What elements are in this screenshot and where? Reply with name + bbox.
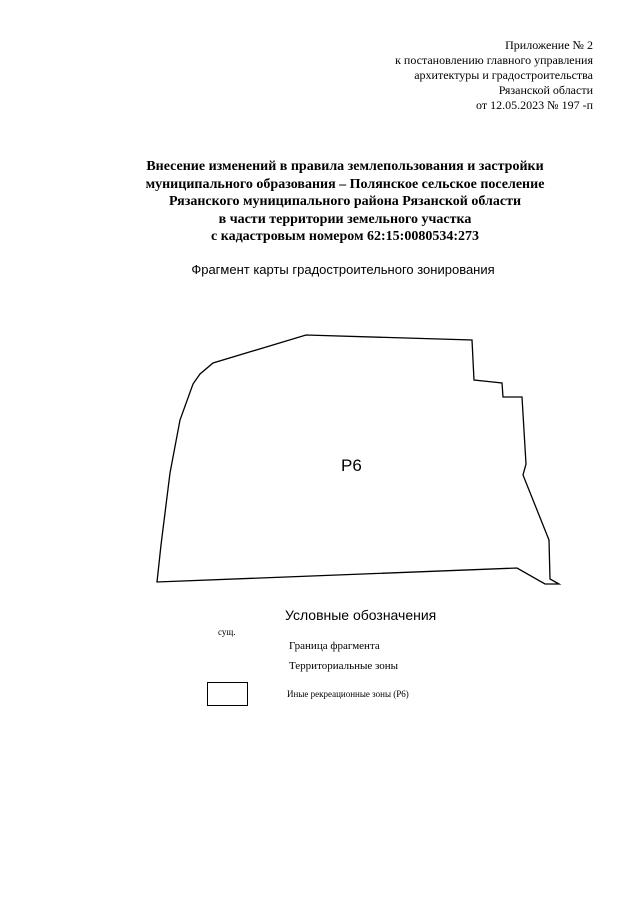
legend-item-territorial-zones: Территориальные зоны bbox=[289, 660, 399, 672]
legend-item-fragment-boundary: Граница фрагмента bbox=[289, 640, 380, 652]
appendix-line: от 12.05.2023 № 197 -п bbox=[476, 98, 593, 112]
title-line: муниципального образования – Полянское сельское поселение bbox=[145, 176, 545, 192]
title-line: в части территории земельного участка bbox=[218, 211, 472, 227]
legend-note: сущ. bbox=[218, 627, 236, 637]
legend-swatch-recreation-zone bbox=[207, 682, 248, 706]
zone-label: Р6 bbox=[341, 456, 362, 475]
appendix-line: Приложение № 2 bbox=[505, 38, 593, 52]
appendix-line: архитектуры и градостроительства bbox=[414, 68, 593, 82]
legend-item-recreation-zone: Иные рекреационные зоны (Р6) bbox=[287, 689, 409, 699]
title-line: Рязанского муниципального района Рязанской области bbox=[168, 194, 522, 209]
appendix-line: к постановлению главного управления bbox=[395, 53, 593, 67]
title-line: Внесение изменений в правила землепользования и застройки bbox=[146, 159, 544, 174]
map-subtitle: Фрагмент карты градостроительного зонирования bbox=[191, 262, 495, 277]
legend-title: Условные обозначения bbox=[285, 607, 437, 623]
title-line: с кадастровым номером 62:15:0080534:273 bbox=[211, 229, 479, 244]
appendix-line: Рязанской области bbox=[498, 83, 593, 97]
